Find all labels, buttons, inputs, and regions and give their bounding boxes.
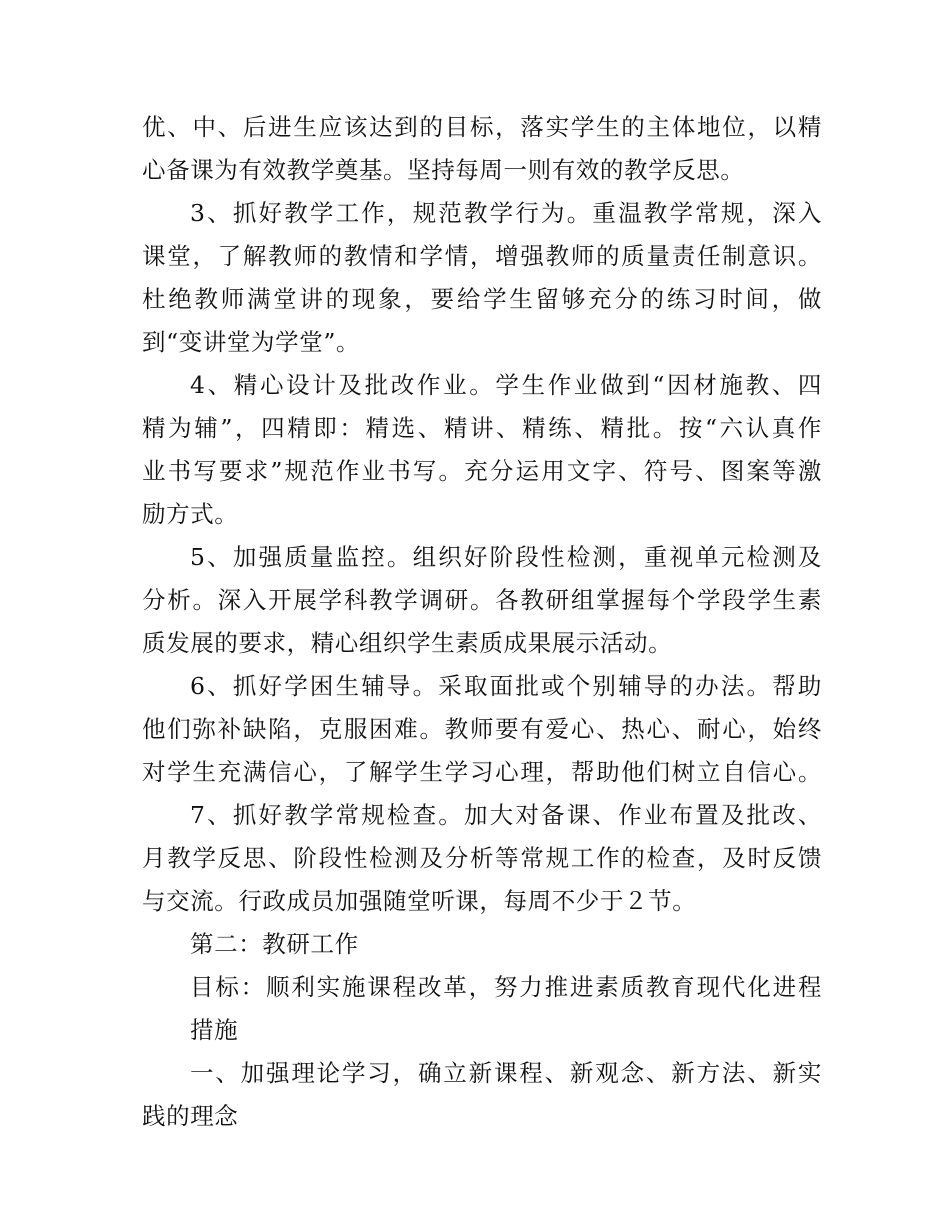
text-line: 杜绝教师满堂讲的现象，要给学生留够充分的练习时间，做: [142, 285, 822, 313]
text-line: 3、抓好教学工作，规范教学行为。重温教学常规，深入: [190, 199, 822, 227]
text-line: 优、中、后进生应该达到的目标，落实学生的主体地位，以精: [142, 113, 822, 141]
text-line: 精为辅”，四精即：精选、精讲、精练、精批。按“六认真作: [142, 414, 822, 442]
text-line: 5、加强质量监控。组织好阶段性检测，重视单元检测及: [190, 543, 822, 571]
text-line: 励方式。: [142, 500, 239, 528]
text-line: 一、加强理论学习，确立新课程、新观念、新方法、新实: [190, 1059, 822, 1087]
text-line: 到“变讲堂为学堂”。: [142, 328, 361, 356]
text-line: 他们弥补缺陷，克服困难。教师要有爱心、热心、耐心，始终: [142, 715, 822, 743]
text-line: 月教学反思、阶段性检测及分析等常规工作的检查，及时反馈: [142, 844, 822, 872]
text-line: 心备课为有效教学奠基。坚持每周一则有效的教学反思。: [142, 156, 745, 184]
text-line: 分析。深入开展学科教学调研。各教研组掌握每个学段学生素: [142, 586, 822, 614]
text-line: 课堂，了解教师的教情和学情，增强教师的质量责任制意识。: [142, 242, 822, 270]
text-line: 7、抓好教学常规检查。加大对备课、作业布置及批改、: [190, 801, 822, 829]
text-line: 与交流。行政成员加强随堂听课，每周不少于２节。: [142, 887, 697, 915]
text-line: 业书写要求”规范作业书写。充分运用文字、符号、图案等激: [142, 457, 822, 485]
text-line: 6、抓好学困生辅导。采取面批或个别辅导的办法。帮助: [190, 672, 822, 700]
section-heading: 第二：教研工作: [190, 930, 359, 958]
text-line: 目标：顺利实施课程改革，努力推进素质教育现代化进程: [190, 973, 822, 1001]
text-line: 措施: [190, 1016, 239, 1044]
text-line: 质发展的要求，精心组织学生素质成果展示活动。: [142, 629, 673, 657]
text-line: 践的理念: [142, 1102, 239, 1130]
text-line: 对学生充满信心，了解学生学习心理，帮助他们树立自信心。: [142, 758, 822, 786]
text-line: 4、精心设计及批改作业。学生作业做到“因材施教、四: [190, 371, 822, 399]
